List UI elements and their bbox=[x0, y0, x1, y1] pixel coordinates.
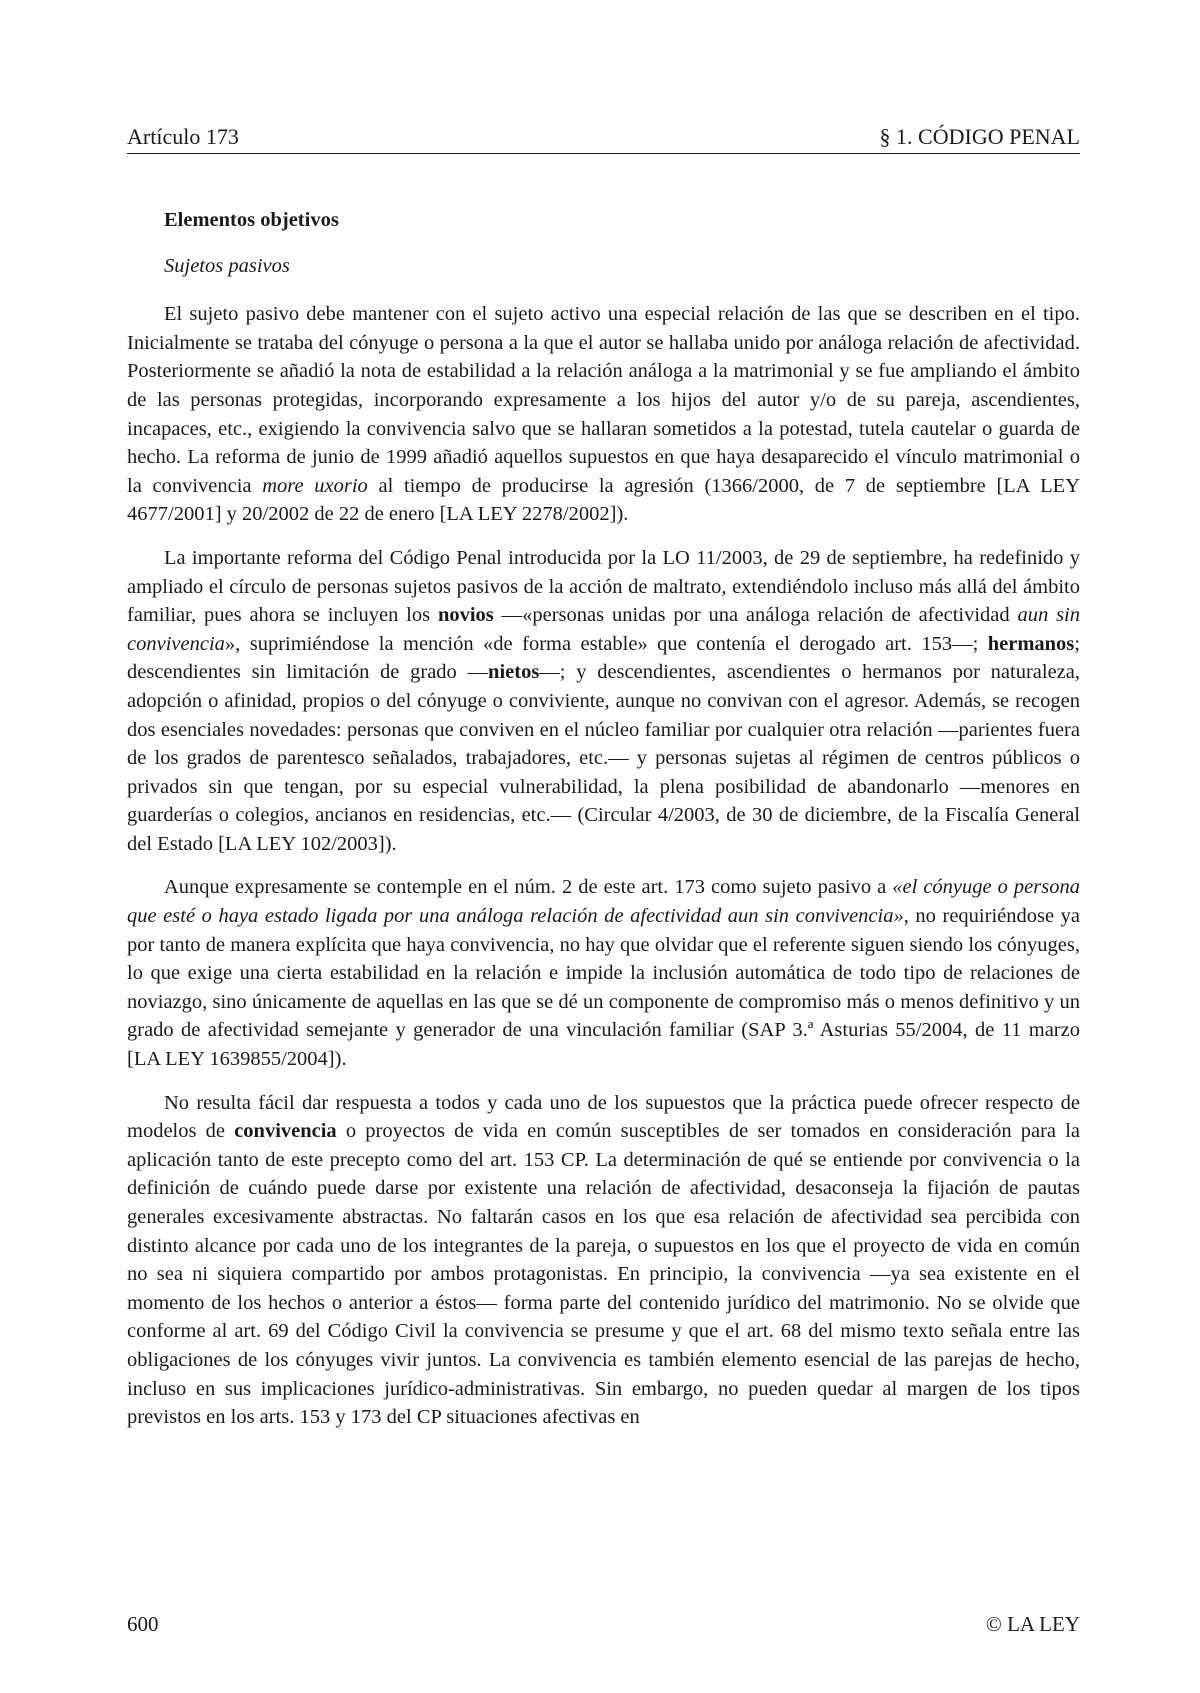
bold-text: hermanos bbox=[987, 632, 1075, 655]
text-run: —; y descendientes, ascendientes o hermanos por naturaleza, adopción o afinidad, propios o del cónyuge o conviviente, aunque no convivan con el agresor. Además, se recogen dos esenciales novedades: personas que conviven en el núcleo familiar por cualquier otra relación —parientes fuera de los grados de parentesco señalados, trabajadores, etc.— y personas sujetas al régimen de centros públicos o privados sin que tengan, por su especial vulnerabilidad, la plena posibilidad de abandonarlo —menores en guarderías o colegios, ancianos en residencias, etc.— (Circular 4/2003, de 30 de diciembre, de la Fiscalía General del Estado [LA LEY 102/2003]). bbox=[127, 661, 1080, 855]
running-header bbox=[127, 124, 1080, 154]
paragraph-list bbox=[127, 300, 1080, 1432]
article-reference: Artículo 173 bbox=[127, 124, 239, 149]
text-run: No resulta fácil dar respuesta a todos y cada uno de los supuestos que la práctica puede ofrecer respecto de modelos de bbox=[127, 1091, 1080, 1143]
text-run: ; descendientes sin limitación de grado — bbox=[127, 632, 1080, 684]
paragraph bbox=[127, 544, 1080, 859]
bold-text: nietos bbox=[488, 661, 540, 684]
paragraph bbox=[127, 873, 1080, 1073]
paragraph bbox=[127, 1089, 1080, 1432]
italic-text: more uxorio bbox=[262, 474, 368, 497]
page-number: 600 bbox=[127, 1612, 159, 1636]
text-run: o proyectos de vida en común susceptibles de ser tomados en consideración para la aplicación tanto de este precepto como del art. 153 CP. La determinación de qué se entiende por convivencia o la definición de cuándo puede darse por existente una relación de afectividad, desaconseja la fijación de pautas generales excesivamente abstractas. No faltarán casos en los que esa relación de afectividad sea percibida con distinto alcance por cada uno de los integrantes de la pareja, o supuestos en los que el proyecto de vida en común no sea ni siquiera compartido por ambos protagonistas. En principio, la convivencia —ya sea existente en el momento de los hechos o anterior a éstos— forma parte del contenido jurídico del matrimonio. No se olvide que conforme al art. 69 del Código Civil la convivencia se presume y que el art. 68 del mismo texto señala entre las obligaciones de los cónyuges vivir juntos. La convivencia es también elemento esencial de las parejas de hecho, incluso en sus implicaciones jurídico-administrativas. Sin embargo, no pueden quedar al margen de los tipos previstos en los arts. 153 y 173 del CP situaciones afectivas en bbox=[127, 1120, 1080, 1429]
section-heading: Elementos objetivos bbox=[164, 209, 339, 231]
italic-text: aun sin convivencia bbox=[127, 604, 1080, 655]
page-footer bbox=[127, 1612, 1080, 1637]
text-run: al tiempo de producirse la agresión (1366/2000, de 7 de septiembre [LA LEY 4677/2001] y 20/2002 de 22 de enero [LA LEY 2278/2002]). bbox=[127, 474, 1080, 526]
paragraph bbox=[127, 300, 1080, 529]
text-run: La importante reforma del Código Penal introducida por la LO 11/2003, de 29 de septiembre, ha redefinido y ampliado el círculo de personas sujetos pasivos de la acción de maltrato, extendiéndolo incluso más allá del ámbito familiar, pues ahora se incluyen los bbox=[127, 546, 1080, 627]
text-run: El sujeto pasivo debe mantener con el sujeto activo una especial relación de las que se describen en el tipo. Inicialmente se trataba del cónyuge o persona a la que el autor se hallaba unido por análoga relación de afectividad. Posteriormente se añadió la nota de estabilidad a la relación análoga a la matrimonial y se fue ampliando el ámbito de las personas protegidas, incorporando expresamente a los hijos del autor y/o de su pareja, ascendientes, incapaces, etc., exigiendo la convivencia salvo que se hallaran sometidos a la potestad, tutela cautelar o guarda de hecho. La reforma de junio de 1999 añadió aquellos supuestos en que haya desaparecido el vínculo matrimonial o la convivencia bbox=[127, 303, 1080, 497]
publisher-credit: © LA LEY bbox=[985, 1612, 1080, 1636]
text-run: », suprimiéndose la mención «de forma estable» que contenía el derogado art. 153—; bbox=[224, 632, 988, 655]
text-run: Aunque expresamente se contemple en el núm. 2 de este art. 173 como sujeto pasivo a bbox=[164, 876, 893, 899]
text-run: —«personas unidas por una análoga relación de afectividad bbox=[493, 604, 1018, 627]
bold-text: novios bbox=[437, 604, 494, 627]
section-subheading: Sujetos pasivos bbox=[164, 254, 290, 277]
body-text bbox=[127, 206, 1080, 1447]
italic-text: «el cónyuge o persona que esté o haya estado ligada por una análoga relación de afectividad aun sin convivencia» bbox=[127, 876, 1080, 928]
code-title: § 1. CÓDIGO PENAL bbox=[879, 124, 1080, 149]
bold-text: convivencia bbox=[234, 1120, 337, 1143]
text-run: , no requiriéndose ya por tanto de manera explícita que haya convivencia, no hay que olvidar que el referente siguen siendo los cónyuges, lo que exige una cierta estabilidad en la relación e impide la inclusión automática de todo tipo de relaciones de noviazgo, sino únicamente de aquellas en las que se dé un componente de compromiso más o menos definitivo y un grado de afectividad semejante y generador de una vinculación familiar (SAP 3.ª Asturias 55/2004, de 11 marzo [LA LEY 1639855/2004]). bbox=[127, 905, 1080, 1071]
